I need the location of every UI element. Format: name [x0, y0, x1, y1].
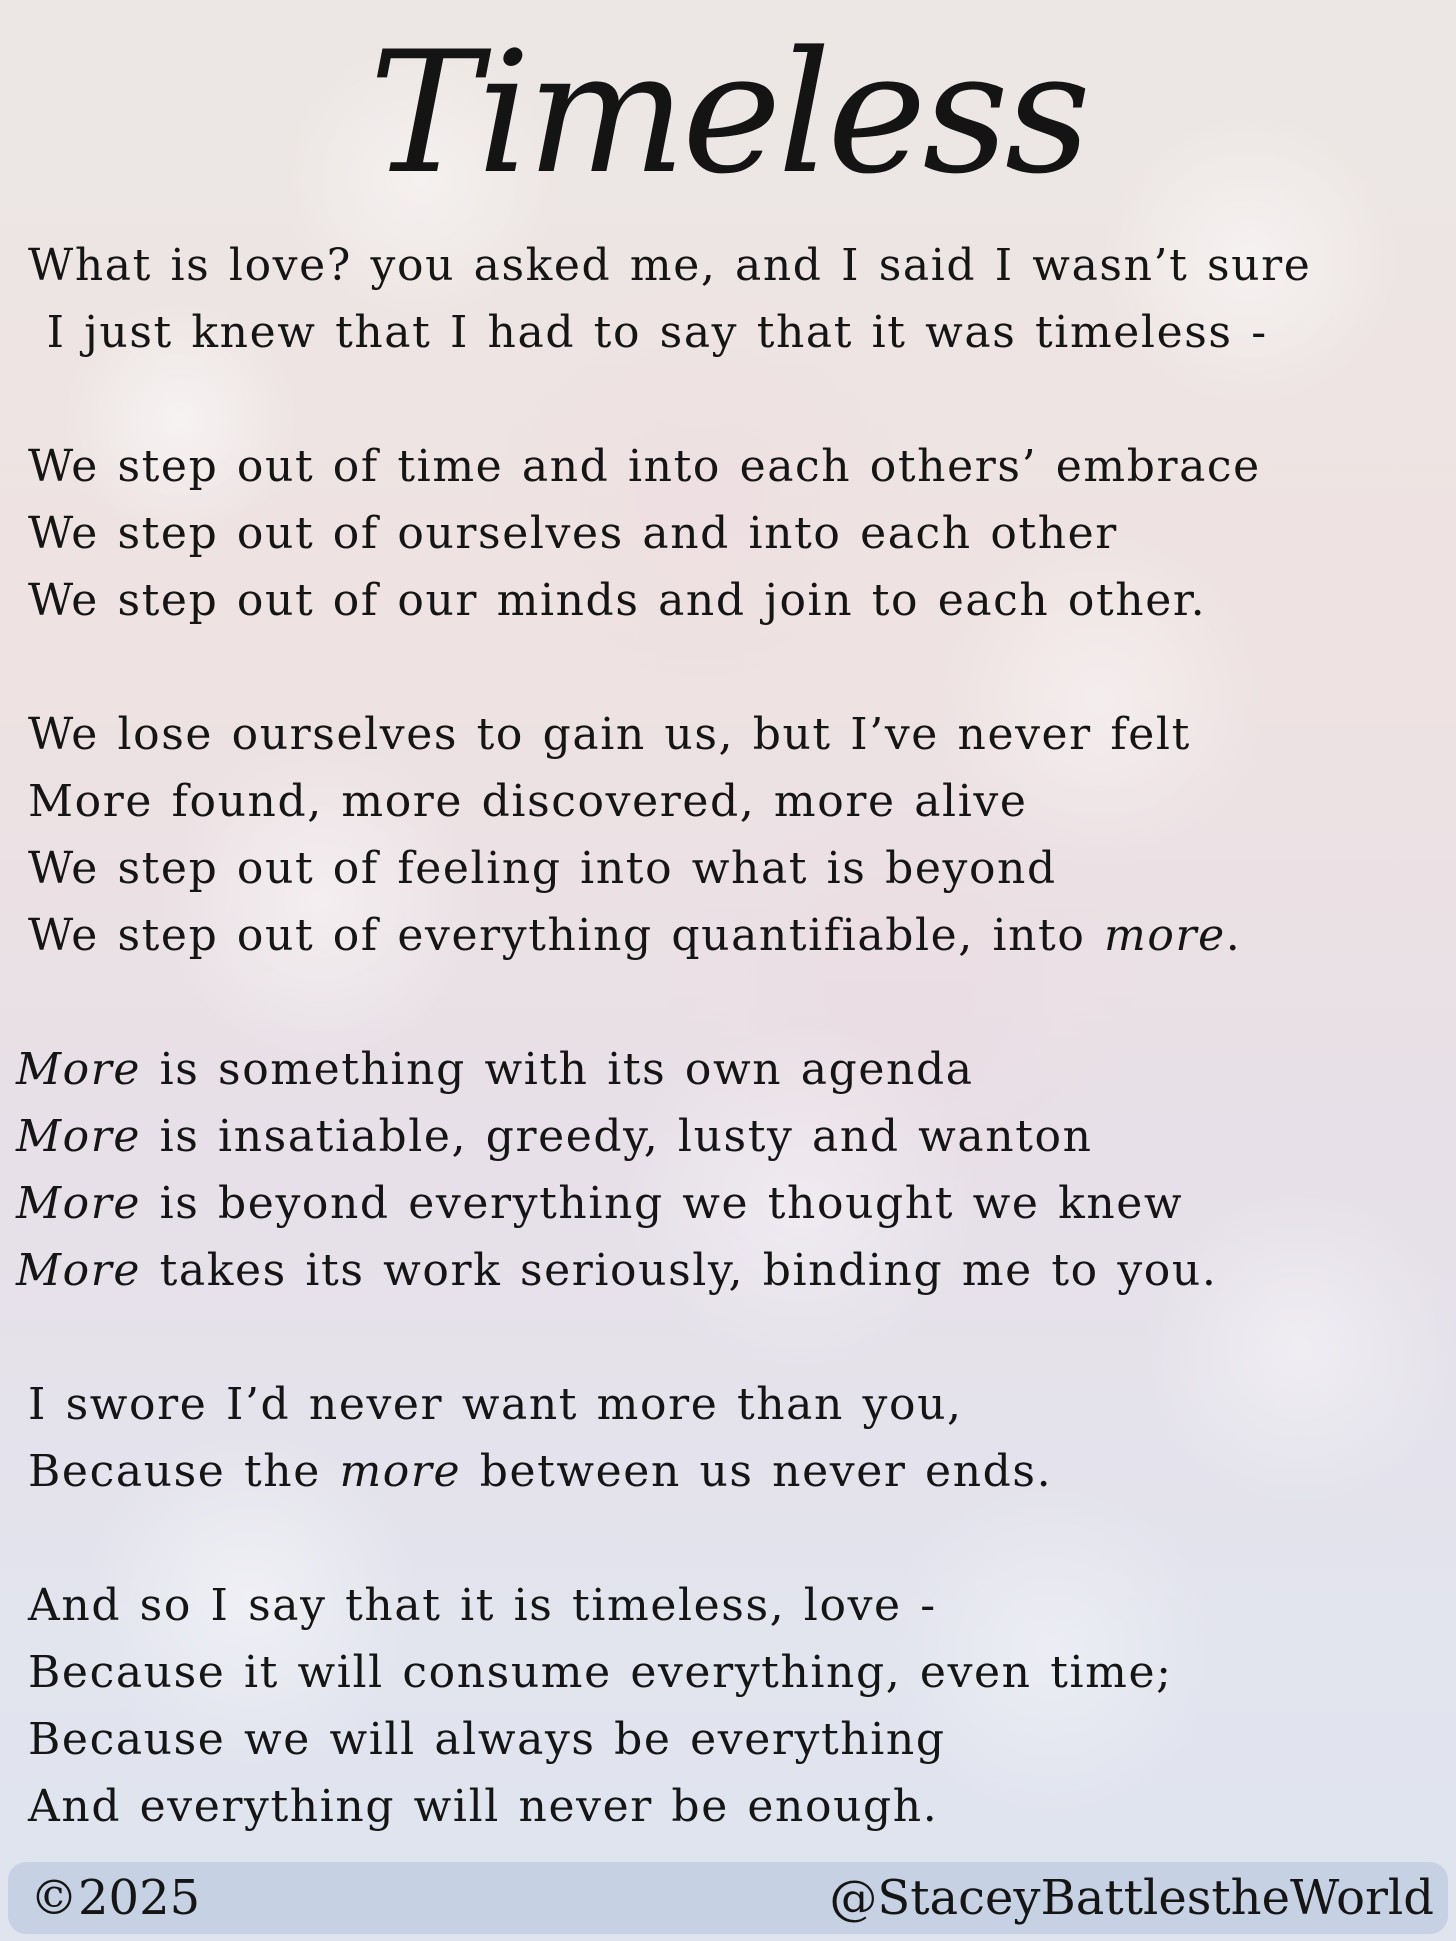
- poem-line: And everything will never be enough.: [28, 1781, 939, 1832]
- poem-line: [28, 902, 1438, 969]
- stanza-gap: [28, 1304, 1438, 1371]
- stanza-2: [28, 433, 1438, 634]
- stanza-5: [28, 1371, 1438, 1505]
- line-text: is something with its own agenda: [141, 1044, 974, 1095]
- line-text: between us never ends.: [461, 1446, 1053, 1497]
- poem-line: Because we will always be everything: [28, 1714, 946, 1765]
- poem-line: [16, 1103, 1438, 1170]
- poem-line: [28, 1438, 1438, 1505]
- poem-line: We step out of time and into each others’ embrace: [28, 441, 1261, 492]
- poem-line: [16, 1237, 1438, 1304]
- stanza-gap: [28, 366, 1438, 433]
- poem-line: We step out of ourselves and into each other: [28, 508, 1118, 559]
- line-text: .: [1225, 910, 1242, 961]
- stanza-6: [28, 1572, 1438, 1840]
- poem-line: We step out of our minds and join to each other.: [28, 575, 1207, 626]
- line-text: We step out of everything quantifiable, into: [28, 910, 1105, 961]
- stanza-4: [16, 1036, 1438, 1304]
- poem-line: And so I say that it is timeless, love -: [28, 1580, 937, 1631]
- line-text: is insatiable, greedy, lusty and wanton: [141, 1111, 1093, 1162]
- emphasis-more: More: [16, 1044, 142, 1095]
- poem-line: [16, 1036, 1438, 1103]
- line-text: Because the: [28, 1446, 340, 1497]
- stanza-3: [28, 701, 1438, 969]
- stanza-gap: [28, 634, 1438, 701]
- copyright-text: ©2025: [30, 1870, 201, 1926]
- emphasis-more: more: [339, 1446, 462, 1497]
- emphasis-more: More: [16, 1111, 142, 1162]
- poem-line: What is love? you asked me, and I said I wasn’t sure: [28, 240, 1312, 291]
- stanza-gap: [28, 1505, 1438, 1572]
- author-handle: @StaceyBattlestheWorld: [829, 1870, 1434, 1926]
- poem-body: [16, 232, 1438, 1840]
- footer-bar: [8, 1862, 1448, 1934]
- emphasis-more: More: [16, 1178, 142, 1229]
- stanza-gap: [28, 969, 1438, 1036]
- line-text: takes its work seriously, binding me to you.: [141, 1245, 1218, 1296]
- emphasis-more: More: [16, 1245, 142, 1296]
- poem-line: I just knew that I had to say that it was timeless -: [28, 307, 1268, 358]
- poem-line: We step out of feeling into what is beyond: [28, 843, 1057, 894]
- poem-line: [16, 1170, 1438, 1237]
- poem-line: More found, more discovered, more alive: [28, 776, 1028, 827]
- line-text: is beyond everything we thought we knew: [141, 1178, 1184, 1229]
- emphasis-more: more: [1104, 910, 1226, 961]
- poem-line: I swore I’d never want more than you,: [28, 1379, 963, 1430]
- poem-line: Because it will consume everything, even time;: [28, 1647, 1173, 1698]
- poem-line: We lose ourselves to gain us, but I’ve never felt: [28, 709, 1191, 760]
- poem-title: Timeless: [368, 15, 1088, 211]
- stanza-1: [28, 232, 1438, 366]
